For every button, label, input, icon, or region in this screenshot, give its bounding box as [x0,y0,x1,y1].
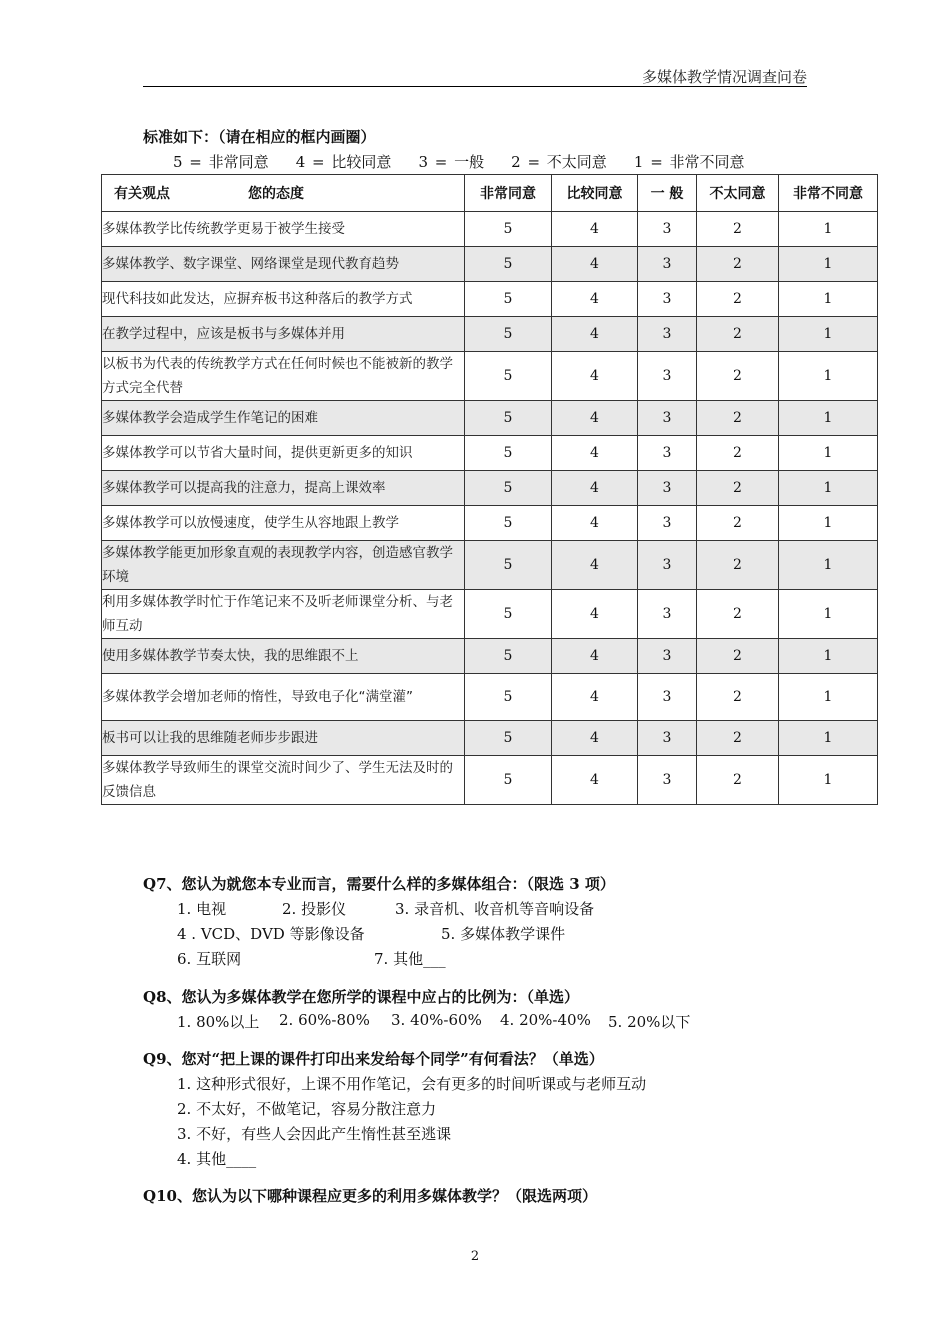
statement-cell: 多媒体教学能更加形象直观的表现教学内容，创造感官教学环境 [102,541,465,590]
header-level-3: 一 般 [638,175,697,212]
header-divider [143,86,807,87]
rating-option-5[interactable]: 5 [465,317,552,352]
header-level-1: 非常不同意 [779,175,878,212]
rating-option-3[interactable]: 3 [638,471,697,506]
rating-option-3[interactable]: 3 [638,721,697,756]
q7-option-1[interactable]: 1. 电视 [177,900,227,918]
rating-option-1[interactable]: 1 [779,436,878,471]
rating-option-5[interactable]: 5 [465,247,552,282]
statement-cell: 利用多媒体教学时忙于作笔记来不及听老师课堂分析、与老师互动 [102,590,465,639]
header-opinion: 有关观点 [114,186,170,202]
rating-option-1[interactable]: 1 [779,721,878,756]
rating-option-1[interactable]: 1 [779,590,878,639]
rating-option-2[interactable]: 2 [697,212,779,247]
header-attitude: 您的态度 [248,186,304,202]
q7-option-2[interactable]: 2. 投影仪 [282,900,347,918]
q8-question: Q8、您认为多媒体教学在您所学的课程中应占的比例为：（单选） [143,988,580,1006]
q7-option-7[interactable]: 7. 其他___ [374,950,446,968]
rating-option-1[interactable]: 1 [779,639,878,674]
document-header-title: 多媒体教学情况调查问卷 [641,68,807,86]
rating-option-4[interactable]: 4 [552,212,638,247]
rating-option-2[interactable]: 2 [697,401,779,436]
rating-option-4[interactable]: 4 [552,436,638,471]
rating-option-1[interactable]: 1 [779,282,878,317]
table-row [102,756,878,805]
q8-option-1[interactable]: 1. 80%以上 [177,1013,260,1031]
rating-option-5[interactable]: 5 [465,352,552,401]
rating-option-1[interactable]: 1 [779,352,878,401]
rating-option-1[interactable]: 1 [779,317,878,352]
rating-option-2[interactable]: 2 [697,436,779,471]
rating-option-5[interactable]: 5 [465,639,552,674]
table-row [102,541,878,590]
rating-option-2[interactable]: 2 [697,639,779,674]
rating-option-3[interactable]: 3 [638,506,697,541]
rating-option-4[interactable]: 4 [552,282,638,317]
rating-option-4[interactable]: 4 [552,639,638,674]
rating-option-1[interactable]: 1 [779,506,878,541]
rating-option-1[interactable]: 1 [779,247,878,282]
rating-option-5[interactable]: 5 [465,721,552,756]
q8-option-5[interactable]: 5. 20%以下 [608,1013,691,1031]
rating-option-2[interactable]: 2 [697,282,779,317]
table-row [102,247,878,282]
rating-option-4[interactable]: 4 [552,352,638,401]
q9-option-2[interactable]: 2. 不太好，不做笔记，容易分散注意力 [177,1100,437,1118]
q9-option-3[interactable]: 3. 不好，有些人会因此产生惰性甚至逃课 [177,1125,452,1143]
rating-option-2[interactable]: 2 [697,756,779,805]
table-row [102,436,878,471]
rating-option-4[interactable]: 4 [552,506,638,541]
table-row [102,471,878,506]
q7-question: Q7、您认为就您本专业而言，需要什么样的多媒体组合：（限选 3 项） [143,875,615,893]
statement-cell: 多媒体教学可以放慢速度，使学生从容地跟上教学 [102,506,465,541]
rating-option-2[interactable]: 2 [697,352,779,401]
rating-option-3[interactable]: 3 [638,282,697,317]
rating-scale-legend: 5 = 非常同意 4 = 比较同意 3 = 一般 2 = 不太同意 1 = 非常不同意 [173,153,745,171]
rating-option-5[interactable]: 5 [465,471,552,506]
rating-option-2[interactable]: 2 [697,506,779,541]
table-row [102,590,878,639]
rating-option-3[interactable]: 3 [638,247,697,282]
rating-option-1[interactable]: 1 [779,541,878,590]
q7-option-4[interactable]: 4 . VCD、DVD 等影像设备 [177,925,365,943]
statement-cell: 多媒体教学比传统教学更易于被学生接受 [102,212,465,247]
q9-option-1[interactable]: 1. 这种形式很好，上课不用作笔记，会有更多的时间听课或与老师互动 [177,1075,647,1093]
q7-option-5[interactable]: 5. 多媒体教学课件 [441,925,566,943]
header-opinion-attitude [102,175,465,212]
statement-cell: 多媒体教学、数字课堂、网络课堂是现代教育趋势 [102,247,465,282]
q8-option-3[interactable]: 3. 40%-60% [391,1011,482,1029]
q8-option-2[interactable]: 2. 60%-80% [279,1011,370,1029]
table-row [102,506,878,541]
rating-option-4[interactable]: 4 [552,590,638,639]
rating-option-3[interactable]: 3 [638,756,697,805]
rating-option-2[interactable]: 2 [697,590,779,639]
statement-cell: 多媒体教学会造成学生作笔记的困难 [102,401,465,436]
rating-option-5[interactable]: 5 [465,590,552,639]
table-header-row [102,175,878,212]
rating-option-5[interactable]: 5 [465,212,552,247]
table-row [102,317,878,352]
rating-option-4[interactable]: 4 [552,317,638,352]
rating-option-4[interactable]: 4 [552,721,638,756]
table-row [102,639,878,674]
table-body [102,212,878,805]
table-row [102,401,878,436]
q9-option-4[interactable]: 4. 其他____ [177,1150,257,1168]
rating-option-5[interactable]: 5 [465,506,552,541]
q10-question: Q10、您认为以下哪种课程应更多的利用多媒体教学？（限选两项） [143,1187,597,1205]
rating-option-2[interactable]: 2 [697,317,779,352]
q9-question: Q9、您对“把上课的课件打印出来发给每个同学”有何看法？（单选） [143,1050,604,1068]
rating-option-3[interactable]: 3 [638,401,697,436]
rating-option-3[interactable]: 3 [638,352,697,401]
rating-option-4[interactable]: 4 [552,247,638,282]
rating-option-2[interactable]: 2 [697,674,779,721]
q8-option-4[interactable]: 4. 20%-40% [500,1011,591,1029]
q7-option-6[interactable]: 6. 互联网 [177,950,242,968]
header-level-4: 比较同意 [552,175,638,212]
statement-cell: 板书可以让我的思维随老师步步跟进 [102,721,465,756]
rating-option-5[interactable]: 5 [465,282,552,317]
rating-option-4[interactable]: 4 [552,541,638,590]
rating-option-2[interactable]: 2 [697,471,779,506]
rating-option-5[interactable]: 5 [465,401,552,436]
statement-cell: 现代科技如此发达，应摒弃板书这种落后的教学方式 [102,282,465,317]
q7-option-3[interactable]: 3. 录音机、收音机等音响设备 [395,900,595,918]
rating-option-3[interactable]: 3 [638,541,697,590]
rating-option-1[interactable]: 1 [779,471,878,506]
rating-option-5[interactable]: 5 [465,436,552,471]
rating-option-3[interactable]: 3 [638,674,697,721]
table-row [102,282,878,317]
statement-cell: 多媒体教学会增加老师的惰性，导致电子化“满堂灌” [102,674,465,721]
rating-option-1[interactable]: 1 [779,401,878,436]
rating-option-4[interactable]: 4 [552,471,638,506]
statement-cell: 多媒体教学可以节省大量时间，提供更新更多的知识 [102,436,465,471]
table-row [102,352,878,401]
page-number: 2 [470,1249,480,1264]
rating-option-3[interactable]: 3 [638,590,697,639]
statement-cell: 以板书为代表的传统教学方式在任何时候也不能被新的教学方式完全代替 [102,352,465,401]
rating-option-2[interactable]: 2 [697,247,779,282]
rating-option-1[interactable]: 1 [779,674,878,721]
rating-option-1[interactable]: 1 [779,212,878,247]
rating-option-3[interactable]: 3 [638,639,697,674]
header-level-2: 不太同意 [697,175,779,212]
rating-option-3[interactable]: 3 [638,317,697,352]
statement-cell: 使用多媒体教学节奏太快，我的思维跟不上 [102,639,465,674]
rating-option-1[interactable]: 1 [779,756,878,805]
rating-option-4[interactable]: 4 [552,674,638,721]
rating-option-2[interactable]: 2 [697,541,779,590]
table-row [102,674,878,721]
attitude-survey-table [101,174,878,805]
table-row [102,721,878,756]
rating-option-4[interactable]: 4 [552,756,638,805]
rating-option-4[interactable]: 4 [552,401,638,436]
rating-option-2[interactable]: 2 [697,721,779,756]
rating-option-3[interactable]: 3 [638,436,697,471]
rating-option-5[interactable]: 5 [465,541,552,590]
rating-instructions: 标准如下：（请在相应的框内画圈） [143,128,376,146]
rating-option-5[interactable]: 5 [465,674,552,721]
header-level-5: 非常同意 [465,175,552,212]
table-row [102,212,878,247]
statement-cell: 多媒体教学导致师生的课堂交流时间少了、学生无法及时的反馈信息 [102,756,465,805]
statement-cell: 多媒体教学可以提高我的注意力，提高上课效率 [102,471,465,506]
statement-cell: 在教学过程中，应该是板书与多媒体并用 [102,317,465,352]
rating-option-5[interactable]: 5 [465,756,552,805]
rating-option-3[interactable]: 3 [638,212,697,247]
